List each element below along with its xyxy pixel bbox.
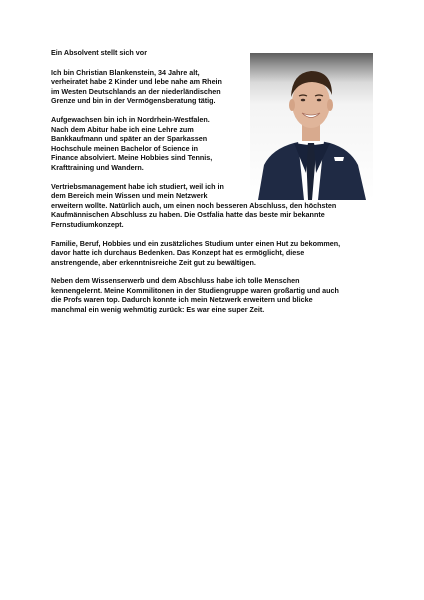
paragraph-balance: Familie, Beruf, Hobbies und ein zusätzliches Studium unter einen Hut zu bekommen, davor hatte ich durchaus Bedenken. Das Konzept hat es ermöglicht, diese anstrengende, aber erkenntnisreiche Zeit gut zu bewältigen. (51, 238, 341, 267)
document-title: Ein Absolvent stellt sich vor (51, 48, 147, 57)
paragraph-study-reason: Vertriebsmanagement habe ich studiert, weil ich in dem Bereich mein Wissen und mein Netzwerk erweitern wollte. Natürlich auch, um einen noch besseren Abschluss, den höchsten Kaufmännischen Abschluss zu haben. Die Ostfalia hatte das beste mir bekannte Fernstudiumkonzept. (51, 181, 337, 229)
document-body (51, 48, 377, 324)
paragraph-intro: Ich bin Christian Blankenstein, 34 Jahre alt, verheiratet habe 2 Kinder und lebe nahe am Rhein im Westen Deutschlands an der niederländischen Grenze und bin in der Vermögensberatung tätig. (51, 67, 222, 106)
paragraph-network: Neben dem Wissenserwerb und dem Abschluss habe ich tolle Menschen kennengelernt. Meine Kommilitonen in der Studiengruppe waren großartig und auch die Profs waren top. Dadurch konnte ich mein Netzwerk erweitern und blicke manchmal ein wenig wehmütig zurück: Es war eine super Zeit. (51, 276, 339, 315)
paragraph-background: Aufgewachsen bin ich in Nordrhein-Westfalen. Nach dem Abitur habe ich eine Lehre zum Bankkaufmann und später an der Sparkassen Hochschule meinen Bachelor of Science in Finance absolviert. Meine Hobbies sind Tennis, Krafttraining und Wandern. (51, 114, 213, 172)
